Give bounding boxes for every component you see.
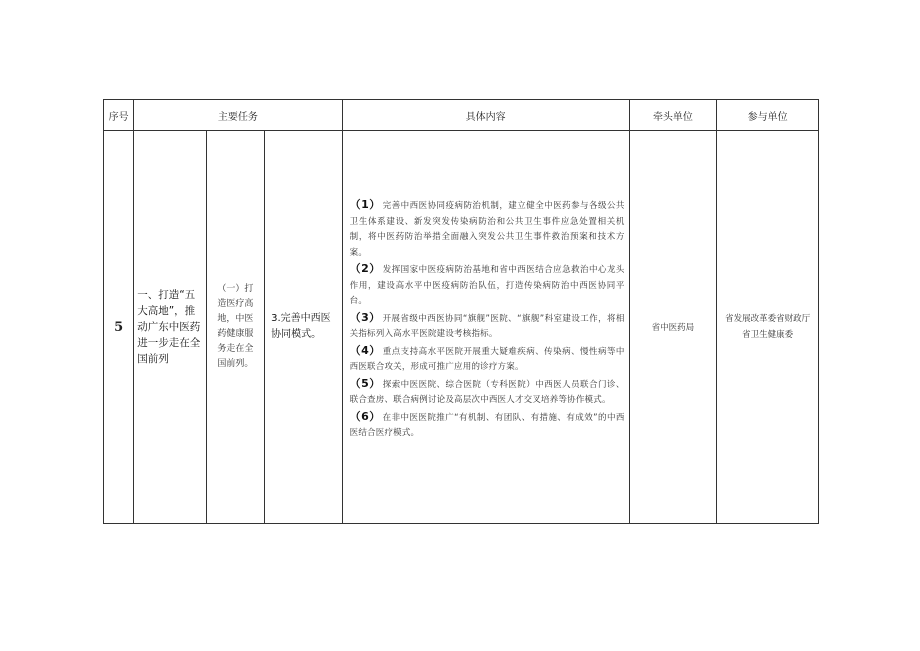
header-seq: 序号 — [104, 100, 134, 131]
row-seq: 5 — [104, 131, 134, 524]
header-content: 具体内容 — [342, 100, 629, 131]
task-level2: （一）打造医疗高地，中医药健康服务走在全国前列。 — [206, 131, 264, 524]
item-text: 探索中医医院、综合医院（专科医院）中西医人员联合门诊、联合查房、联合病例讨论及高层次中西医人才交叉培养等协作模式。 — [349, 379, 625, 405]
item-number: （6） — [349, 409, 381, 423]
item-text: 在非中医医院推广“有机制、有团队、有措施、有成效”的中西医结合医疗模式。 — [349, 412, 625, 438]
item-number: （3） — [349, 310, 381, 324]
task-level1: 一、打造“五大高地”，推动广东中医药进一步走在全国前列 — [134, 131, 207, 524]
item-text: 重点支持高水平医院开展重大疑难疾病、传染病、慢性病等中西医联合攻关，形成可推广应用的诊疗方案。 — [349, 346, 625, 372]
participant-line: 省卫生健康委 — [742, 330, 794, 340]
content-item — [350, 310, 625, 343]
lead-unit: 省中医药局 — [629, 131, 717, 524]
header-lead-unit: 牵头单位 — [629, 100, 717, 131]
content-item — [350, 261, 625, 310]
item-number: （2） — [349, 262, 381, 275]
item-text: 发挥国家中医疫病防治基地和省中西医结合应急救治中心龙头作用，建设高水平中医疫病防治队伍，打造传染病防治中西医协同平台。 — [349, 265, 625, 306]
item-text: 完善中西医协同疫病防治机制，建立健全中医药参与各级公共卫生体系建设、新发突发传染病防治和公共卫生事件应急处置相关机制，将中医药防治举措全面融入突发公共卫生事件救治预案和技术方案。 — [349, 201, 625, 258]
task-level3: 3.完善中西医协同模式。 — [265, 131, 343, 524]
content-cell — [342, 131, 629, 524]
content-item — [350, 343, 625, 376]
content-item — [350, 376, 625, 409]
header-row — [104, 100, 819, 131]
item-number: （1） — [349, 198, 381, 211]
header-participants: 参与单位 — [717, 100, 819, 131]
task-table — [103, 99, 819, 524]
item-text: 开展省级中西医协同“旗舰”医院、“旗舰”科室建设工作，将相关指标列入高水平医院建设考核指标。 — [349, 313, 625, 339]
item-number: （4） — [349, 343, 381, 357]
content-item — [350, 409, 625, 442]
participants-cell — [717, 131, 819, 524]
item-number: （5） — [349, 376, 381, 390]
content-item — [350, 197, 625, 261]
header-main-task: 主要任务 — [134, 100, 342, 131]
table-row — [104, 131, 819, 524]
participant-line: 省发展改革委省财政厅 — [725, 314, 811, 324]
